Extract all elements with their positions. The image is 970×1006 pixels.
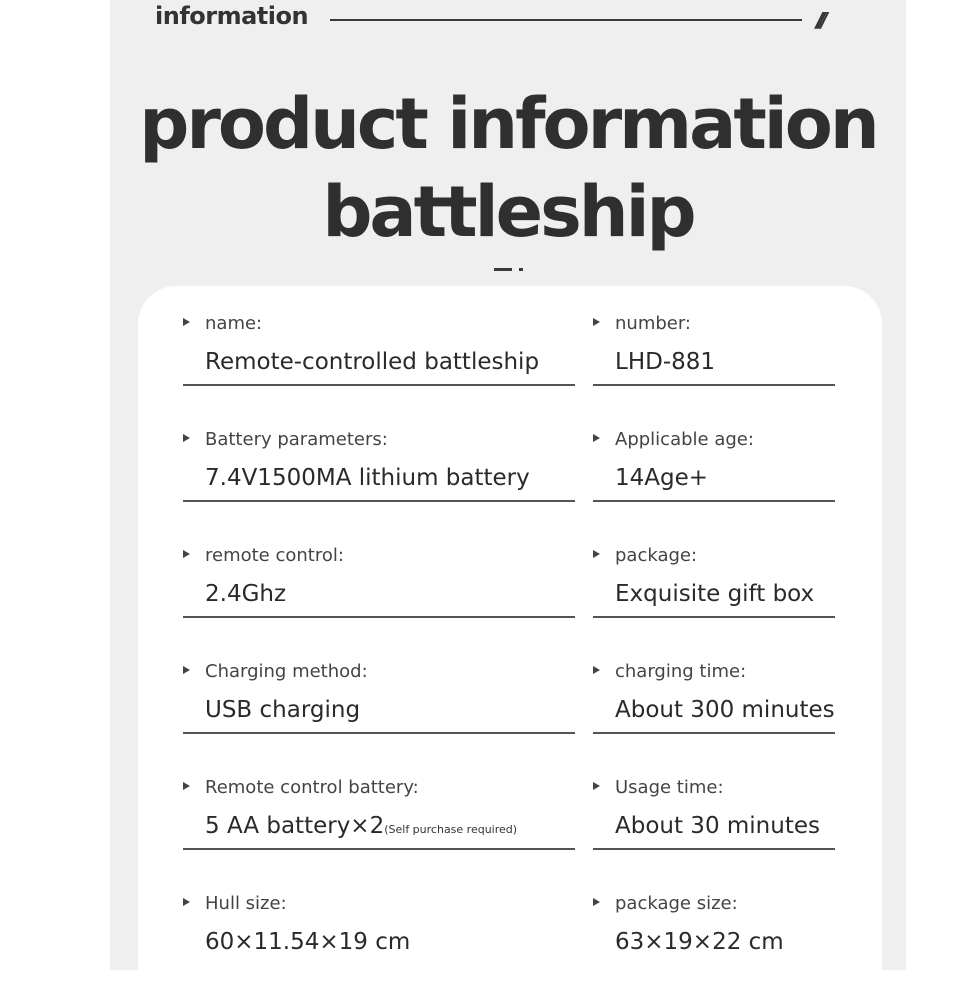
spec-label: Charging method: (205, 661, 368, 682)
spec-label: remote control: (205, 545, 344, 566)
spec-underline (593, 848, 835, 850)
spec-value: 60×11.54×19 cm (205, 929, 411, 955)
spec-underline (183, 384, 575, 386)
spec-label: charging time: (615, 661, 747, 682)
spec-value: Exquisite gift box (615, 581, 815, 607)
spec-label: Remote control battery: (205, 777, 419, 798)
spec-value (205, 813, 517, 839)
spec-underline (593, 732, 835, 734)
hero-dash-decoration (494, 268, 512, 271)
spec-label: package size: (615, 893, 738, 914)
hero-title-line2: battleship (322, 171, 694, 253)
spec-value: About 300 minutes (615, 697, 835, 723)
spec-value-note: (Self purchase required) (384, 823, 518, 836)
spec-value: 14Age+ (615, 465, 709, 491)
spec-value: 7.4V1500MA lithium battery (205, 465, 530, 491)
spec-underline (593, 616, 835, 618)
spec-underline (183, 500, 575, 502)
hero-title (110, 80, 906, 256)
spec-value: 63×19×22 cm (615, 929, 784, 955)
spec-label: Hull size: (205, 893, 287, 914)
spec-label: package: (615, 545, 698, 566)
spec-value-main: 5 AA battery×2 (205, 813, 385, 839)
spec-underline (593, 500, 835, 502)
header-divider (330, 19, 802, 21)
section-header-title: information (155, 2, 309, 30)
spec-value: Remote-controlled battleship (205, 349, 540, 375)
spec-value: About 30 minutes (615, 813, 820, 839)
spec-underline (183, 732, 575, 734)
spec-label: Usage time: (615, 777, 724, 798)
spec-label: number: (615, 313, 691, 334)
spec-underline (183, 616, 575, 618)
spec-value: USB charging (205, 697, 361, 723)
spec-underline (183, 848, 575, 850)
slash-decoration: /// (816, 8, 823, 32)
hero-dot-decoration (519, 268, 523, 271)
spec-value: 2.4Ghz (205, 581, 287, 607)
spec-underline (593, 384, 835, 386)
spec-label: Battery parameters: (205, 429, 388, 450)
spec-value: LHD-881 (615, 349, 716, 375)
spec-label: name: (205, 313, 263, 334)
spec-label: Applicable age: (615, 429, 754, 450)
hero-title-line1: product information (139, 83, 877, 165)
